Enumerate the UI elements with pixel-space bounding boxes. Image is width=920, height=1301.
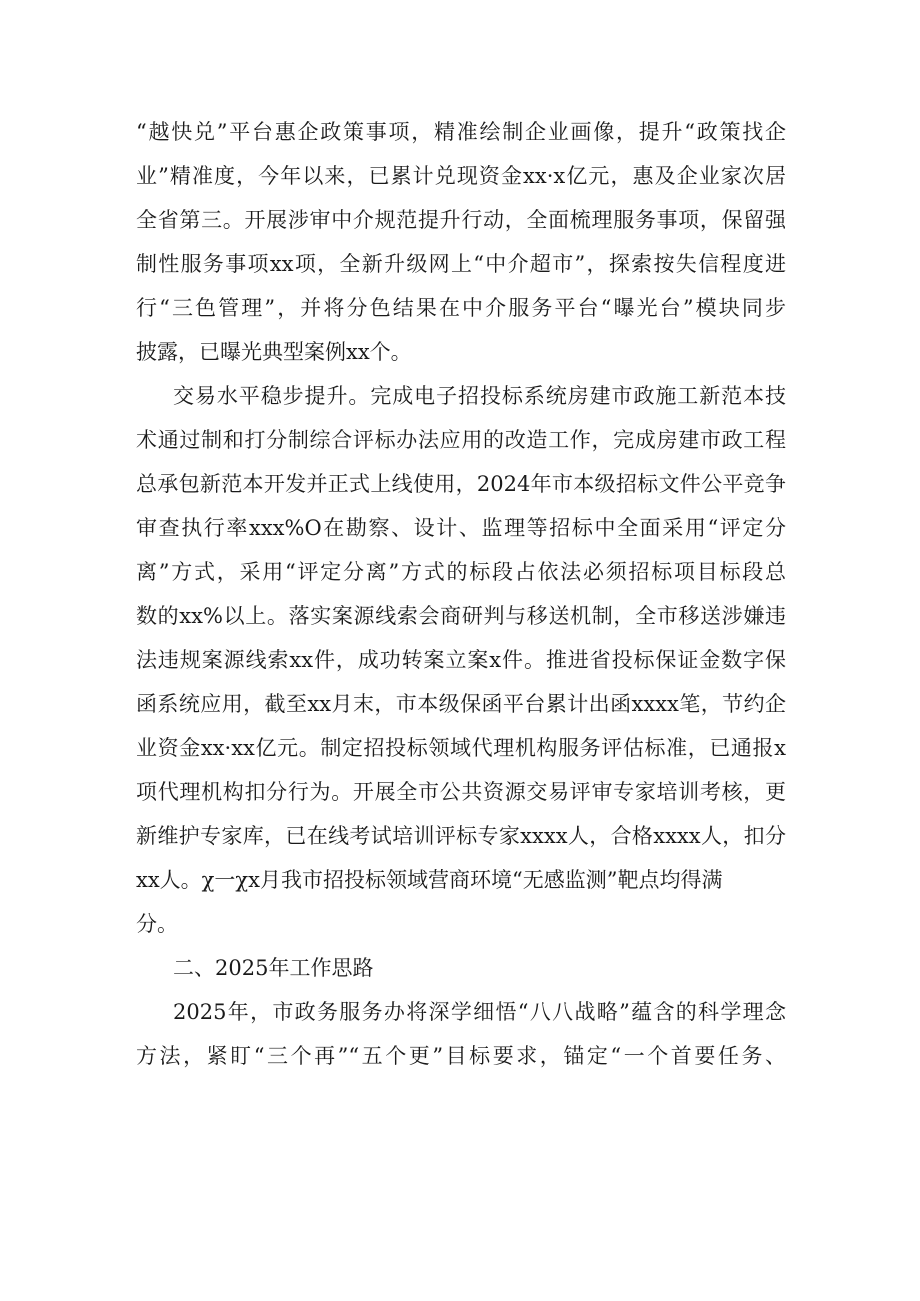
text-line: 分。 [136,912,178,936]
text-line: 总承包新范本开发并正式上线使用，2024年市本级招标文件公平竞争 [136,472,786,496]
text-line: 2025年，市政务服务办将深学细悟“八八战略”蕴含的科学理念 [173,1000,786,1024]
text-line: 新维护专家库，已在线考试培训评标专家xxxx人，合格xxxx人，扣分 [136,824,786,848]
text-line: xx人。χ一χx月我市招投标领域营商环境“无感监测”靶点均得满 [136,868,723,892]
text-line: 审查执行率xxx%O在勘察、设计、监理等招标中全面采用“评定分 [136,516,786,540]
paragraph-policy-services [136,110,786,374]
text-line: 函系统应用，截至xx月末，市本级保函平台累计出函xxxx笔，节约企 [136,692,786,716]
text-line: 业”精准度，今年以来，已累计兑现资金xx·x亿元，惠及企业家次居 [136,164,786,188]
text-line: 制性服务事项xx项，全新升级网上“中介超市”，探索按失信程度进 [136,252,786,276]
text-line: “越快兑”平台惠企政策事项，精准绘制企业画像，提升“政策找企 [136,120,786,144]
document-body [136,110,786,1078]
text-line: 方法，紧盯“三个再”“五个更”目标要求，锚定“一个首要任务、 [136,1044,786,1068]
text-line: 业资金xx·xx亿元。制定招投标领域代理机构服务评估标准，已通报x [136,736,786,760]
heading-text: 二、2025年工作思路 [173,956,374,980]
text-line: 术通过制和打分制综合评标办法应用的改造工作，完成房建市政工程 [136,428,786,452]
text-line: 全省第三。开展涉审中介规范提升行动，全面梳理服务事项，保留强 [136,208,786,232]
text-line: 数的xx%以上。落实案源线索会商研判与移送机制，全市移送涉嫌违 [136,604,786,628]
text-line: 法违规案源线索xx件，成功转案立案x件。推进省投标保证金数字保 [136,648,786,672]
section-heading [136,946,786,990]
paragraph-2025-plan [136,990,786,1078]
text-line: 行“三色管理”，并将分色结果在中介服务平台“曝光台”模块同步 [136,296,786,320]
text-line: 离”方式，采用“评定分离”方式的标段占依法必须招标项目标段总 [136,560,786,584]
text-line: 披露，已曝光典型案例xx个。 [136,340,412,364]
text-line: 交易水平稳步提升。完成电子招投标系统房建市政施工新范本技 [173,384,786,408]
paragraph-trading-level [136,374,786,946]
text-line: 项代理机构扣分行为。开展全市公共资源交易评审专家培训考核，更 [136,780,786,804]
